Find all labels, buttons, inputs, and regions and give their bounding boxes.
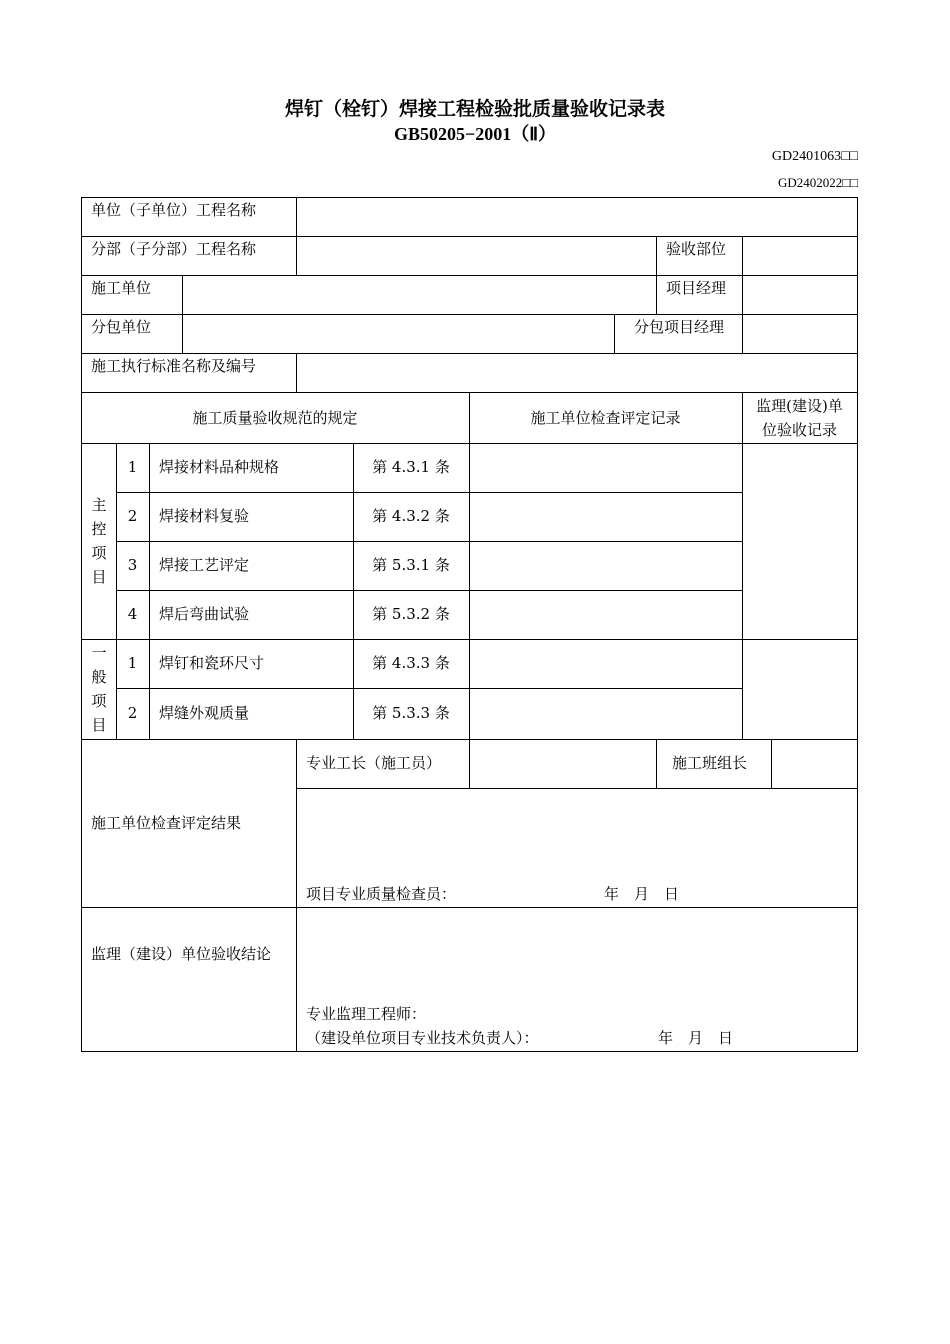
table-row-item: 焊接工艺评定 (159, 556, 250, 574)
main-items-group-label: 主 控 项 目 (91, 496, 107, 586)
table-row-clause: 第 4.3.3 条 (372, 654, 450, 672)
table-row-item: 焊后弯曲试验 (159, 605, 250, 623)
table-row-item: 焊钉和瓷环尺寸 (159, 654, 265, 672)
table-row-no: 2 (127, 507, 138, 525)
table-row-clause: 第 4.3.1 条 (372, 458, 450, 476)
supervision-header: 监理(建设)单 位验收记录 (756, 397, 843, 439)
table-row-item: 焊接材料复验 (159, 507, 250, 525)
table-row-no: 2 (127, 704, 138, 722)
form-code-2: GD2402022□□ (778, 175, 858, 190)
result-label: 施工单位检查评定结果 (91, 814, 242, 832)
result-date: 年 月 日 (604, 885, 680, 903)
table-row-no: 3 (127, 556, 138, 574)
table-row-clause: 第 5.3.1 条 (372, 556, 450, 574)
foreman-label: 专业工长（施工员） (306, 754, 442, 772)
table-row-item: 焊接材料品种规格 (159, 458, 280, 476)
team-leader-label: 施工班组长 (672, 754, 748, 772)
subcontract-manager-label: 分包项目经理 (634, 318, 725, 336)
construction-unit-label: 施工单位 (91, 279, 152, 297)
form-subtitle: GB50205−2001（Ⅱ） (393, 124, 557, 144)
table-row-clause: 第 5.3.3 条 (372, 704, 450, 722)
conclusion-date: 年 月 日 (658, 1029, 734, 1047)
table-row-no: 1 (127, 458, 138, 476)
table-row-item: 焊缝外观质量 (159, 704, 250, 722)
sub-project-label: 分部（子分部）工程名称 (91, 240, 257, 258)
engineer-label: 专业监理工程师： (306, 1005, 427, 1023)
table-row-no: 4 (127, 605, 138, 623)
form-title: 焊钉（栓钉）焊接工程检验批质量验收记录表 (284, 98, 665, 120)
unit-project-label: 单位（子单位）工程名称 (91, 201, 257, 219)
table-row-clause: 第 5.3.2 条 (372, 605, 450, 623)
table-row-clause: 第 4.3.2 条 (372, 507, 450, 525)
spec-header: 施工质量验收规范的规定 (192, 409, 358, 427)
table-row-no: 1 (127, 654, 138, 672)
inspector-label: 项目专业质量检查员： (306, 885, 457, 903)
general-items-group-label: 一 般 项 目 (91, 644, 107, 734)
form-code-1: GD2401063□□ (771, 149, 858, 164)
subcontract-unit-label: 分包单位 (91, 318, 152, 336)
acceptance-part-label: 验收部位 (666, 240, 727, 258)
owner-rep-label: （建设单位项目专业技术负责人）： (306, 1029, 539, 1047)
project-manager-label: 项目经理 (666, 279, 727, 297)
record-header: 施工单位检查评定记录 (530, 409, 681, 427)
standard-label: 施工执行标准名称及编号 (91, 357, 257, 375)
conclusion-label: 监理（建设）单位验收结论 (91, 945, 272, 963)
